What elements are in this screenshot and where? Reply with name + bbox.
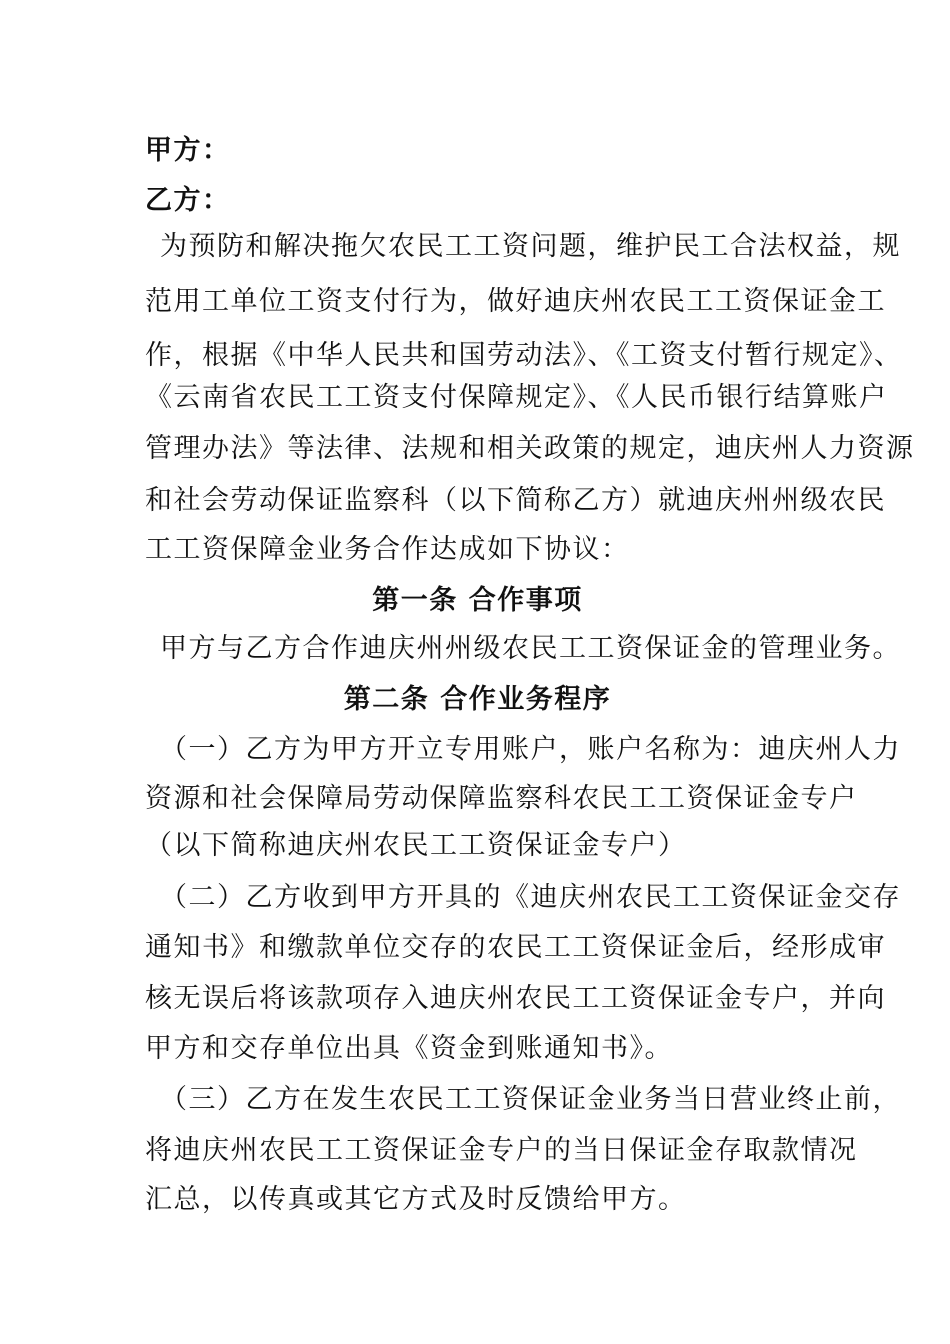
intro-line: 作，根据《中华人民共和国劳动法》、《工资支付暂行规定》、 [145, 340, 903, 371]
article-2-item-2-line: （二）乙方收到甲方开具的《迪庆州农民工工资保证金交存 [160, 882, 901, 913]
article-2-item-3-line: （三）乙方在发生农民工工资保证金业务当日营业终止前， [160, 1084, 901, 1115]
intro-line: 和社会劳动保证监察科（以下简称乙方）就迪庆州州级农民 [145, 485, 886, 516]
intro-line: 《云南省农民工工资支付保障规定》、《人民币银行结算账户 [145, 382, 888, 413]
article-2-item-1-line: （以下简称迪庆州农民工工资保证金专户） [145, 830, 687, 861]
article-2-item-3-line: 将迪庆州农民工工资保证金专户的当日保证金存取款情况 [145, 1135, 858, 1166]
article-2-item-1-line: （一）乙方为甲方开立专用账户，账户名称为：迪庆州人力 [160, 734, 901, 765]
article-2-item-3-line: 汇总，以传真或其它方式及时反馈给甲方。 [145, 1184, 687, 1215]
article-2-item-2-line: 甲方和交存单位出具《资金到账通知书》。 [145, 1033, 673, 1064]
article-1-title: 第一条 合作事项 [372, 585, 583, 616]
article-2-item-1-line: 资源和社会保障局劳动保障监察科农民工工资保证金专户 [145, 783, 858, 814]
article-2-item-2-line: 核无误后将该款项存入迪庆州农民工工资保证金专户，并向 [145, 983, 886, 1014]
party-a-label: 甲方： [145, 135, 231, 166]
party-b-label: 乙方： [145, 185, 231, 216]
article-2-item-2-line: 通知书》和缴款单位交存的农民工工资保证金后，经形成审 [145, 932, 886, 963]
intro-line: 管理办法》等法律、法规和相关政策的规定，迪庆州人力资源 [145, 433, 915, 464]
intro-line: 工工资保障金业务合作达成如下协议： [145, 534, 630, 565]
article-1-text: 甲方与乙方合作迪庆州州级农民工工资保证金的管理业务。 [160, 633, 901, 664]
intro-line: 范用工单位工资支付行为，做好迪庆州农民工工资保证金工 [145, 286, 886, 317]
intro-line: 为预防和解决拖欠农民工工资问题，维护民工合法权益，规 [160, 231, 901, 262]
article-2-title: 第二条 合作业务程序 [343, 684, 612, 715]
